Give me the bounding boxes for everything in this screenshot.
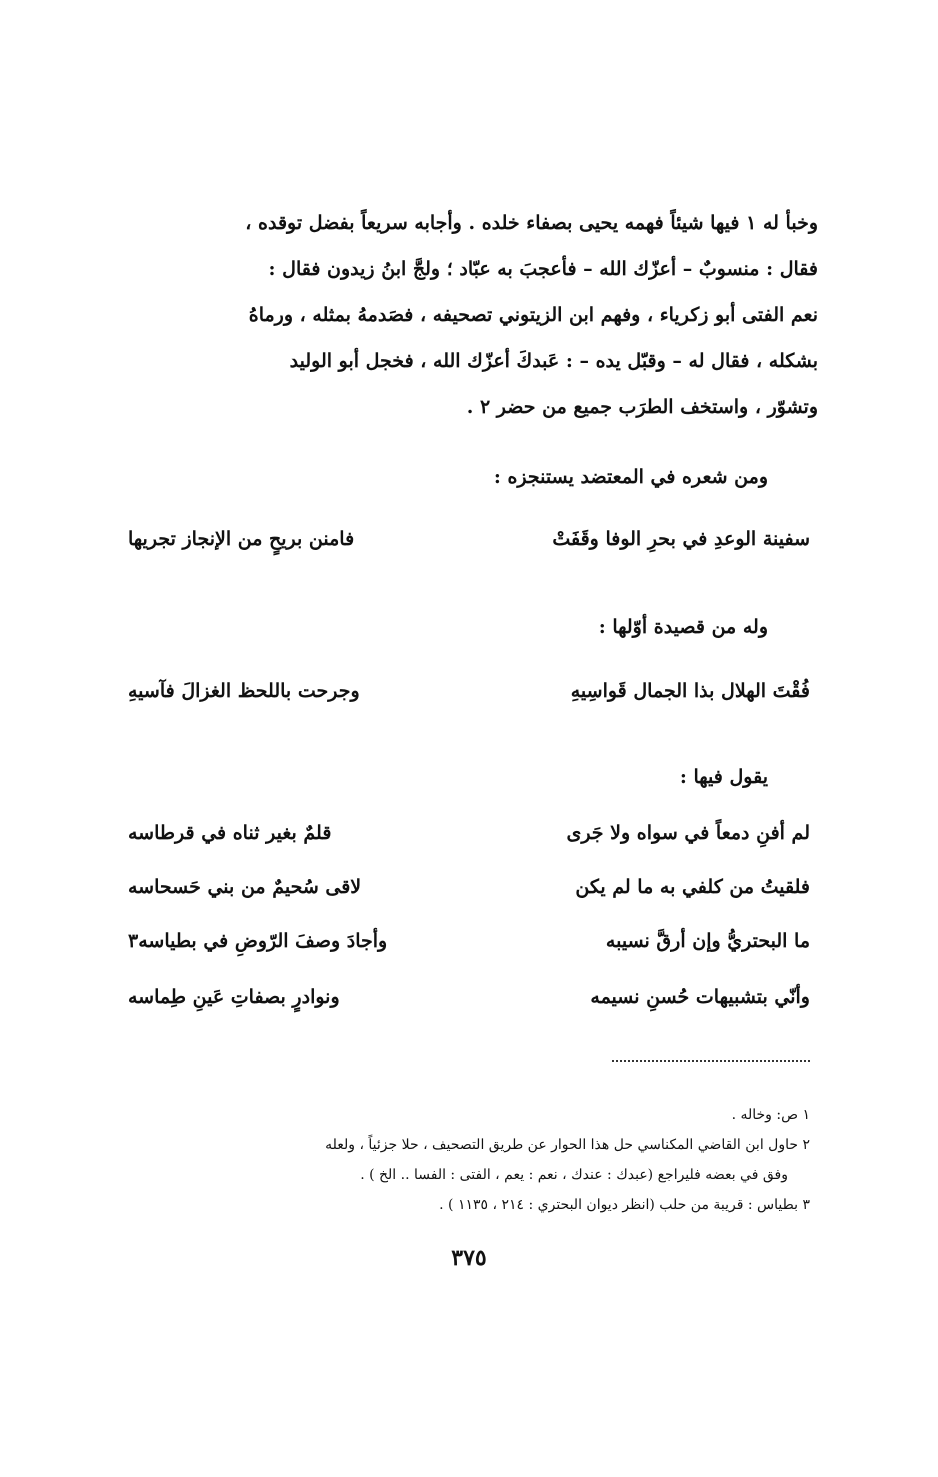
verse-line	[128, 930, 810, 966]
footnote: ٢ حاول ابن القاضي المكناسي حل هذا الحوار عن طريق التصحيف ، حلا جزئياً ، ولعله	[325, 1137, 810, 1153]
body-paragraph	[118, 200, 818, 430]
footnote-continuation: وفق في بعضه فليراجع (عبدك : عندك ، نعم : يعم ، الفتى : الفسا .. الخ ) .	[360, 1167, 788, 1183]
first-hemistich: ما البحتريُّ وإن أرقَّ نسيبه	[605, 930, 810, 952]
verse-line	[128, 528, 810, 564]
second-hemistich: فامنن بريحٍ من الإنجاز تجريها	[128, 528, 355, 550]
paragraph-line: وتشوّر ، واستخف الطرَب جميع من حضر ٢ .	[466, 396, 818, 418]
paragraph-line: نعم الفتى أبو زكرياء ، وفهم ابن الزيتوني تصحيفه ، فصَدمهُ بمثله ، ورماهُ	[248, 304, 818, 326]
first-hemistich: فُقْتَ الهلال بذا الجمال قَواسِيهِ	[570, 680, 810, 702]
verse-line	[128, 822, 810, 858]
footnote: ١ ص: وخاله .	[731, 1107, 810, 1123]
second-hemistich: قلمٌ بغير ثناه في قرطاسه	[128, 822, 332, 844]
paragraph-line: فقال : منسوبٌ – أعزّك الله – فأعجبَ به عبّاد ؛ ولجَّ ابنُ زيدون فقال :	[268, 258, 818, 280]
poem-intro-heading: يقول فيها :	[679, 766, 768, 788]
second-hemistich: وأجادَ وصفَ الرّوضِ في بطياسه٣	[128, 930, 388, 952]
verse-line	[128, 876, 810, 912]
paragraph-line: وخبأ له ١ فيها شيئاً فهمه يحيى بصفاء خلده . وأجابه سريعاً بفضل توقده ،	[245, 212, 818, 234]
page-number: ٣٧٥	[451, 1245, 487, 1271]
first-hemistich: فلقيتُ من كلفي به ما لم يكن	[575, 876, 810, 898]
second-hemistich: لاقى سُحيمٌ من بني حَسحاسه	[128, 876, 362, 898]
footnotes	[130, 1100, 810, 1220]
second-hemistich: وجرحت باللحظ الغزالَ فآسيهِ	[128, 680, 360, 702]
paragraph-line: بشكله ، فقال له – وقبّل يده – : عَبدكَ أعزّك الله ، فخجل أبو الوليد	[289, 350, 818, 372]
first-hemistich: وأنّي بتشبيهات حُسنِ نسيمه	[590, 986, 810, 1008]
first-hemistich: سفينة الوعدِ في بحرِ الوفا وقَفَتْ	[552, 528, 810, 550]
poem-intro-heading: وله من قصيدة أوّلها :	[598, 616, 768, 638]
footnote: ٣ بطياس : قريبة من حلب (انظر ديوان البحتري : ٢١٤ ، ١١٣٥ ) .	[439, 1197, 810, 1213]
footnote-separator	[612, 1060, 810, 1062]
first-hemistich: لم أفنِ دمعاً في سواه ولا جَرى	[566, 822, 810, 844]
verse-line	[128, 680, 810, 716]
second-hemistich: ونوادرٍ بصفاتِ عَينِ طِماسه	[128, 986, 340, 1008]
verse-line	[128, 986, 810, 1022]
poem-intro-heading: ومن شعره في المعتضد يستنجزه :	[493, 466, 768, 488]
